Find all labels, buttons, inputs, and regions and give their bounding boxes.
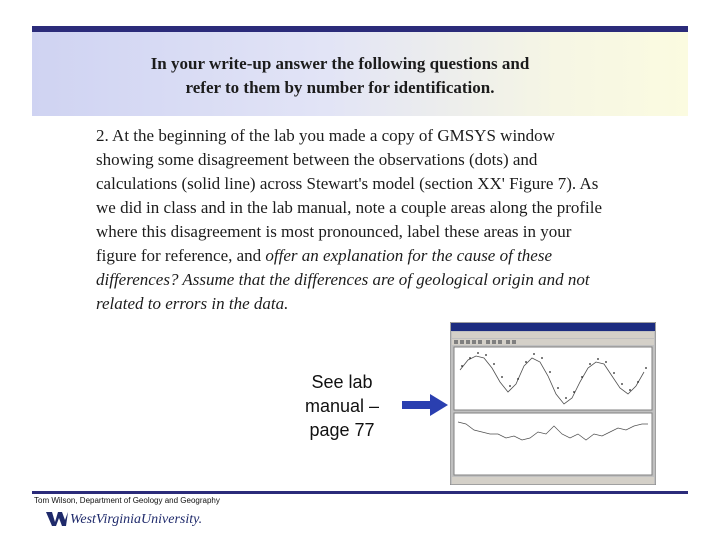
lower-plot-panel <box>454 413 652 475</box>
wvu-logo-text: WestVirginiaUniversity. <box>70 512 203 527</box>
question-2 <box>96 124 616 316</box>
see-lab-note <box>290 370 394 442</box>
upper-plot-panel <box>454 347 652 410</box>
wvu-logo-icon <box>46 510 68 528</box>
question-text: 2. At the beginning of the lab you made a copy of GMSYS window showing some disagreement between the observations (dots) and calculations (solid line) across Stewart's model (section XX' Figure 7). As we did in class and in the lab manual, note a couple areas along the profile where this disagreement is most pronounced, label these areas in your figure for reference, and <box>96 126 603 265</box>
see-lab-line-1: See lab <box>311 372 373 392</box>
see-lab-line-2: manual – <box>304 396 380 416</box>
page-title <box>100 52 580 100</box>
title-line-1: In your write-up answer the following questions and <box>150 54 530 73</box>
footer-credit: Tom Wilson, Department of Geology and Geography <box>34 496 220 505</box>
title-line-2: refer to them by number for identification. <box>185 78 495 97</box>
right-arrow-icon <box>402 394 448 416</box>
gmsys-window-thumbnail <box>450 322 656 485</box>
question-italic-text: offer an explanation for the cause of these differences? Assume that the differences are of geological origin and not related to errors in the data. <box>96 246 590 313</box>
see-lab-line-3: page 77 <box>309 420 375 440</box>
bottom-rule <box>32 491 688 494</box>
window-titlebar <box>451 323 655 331</box>
